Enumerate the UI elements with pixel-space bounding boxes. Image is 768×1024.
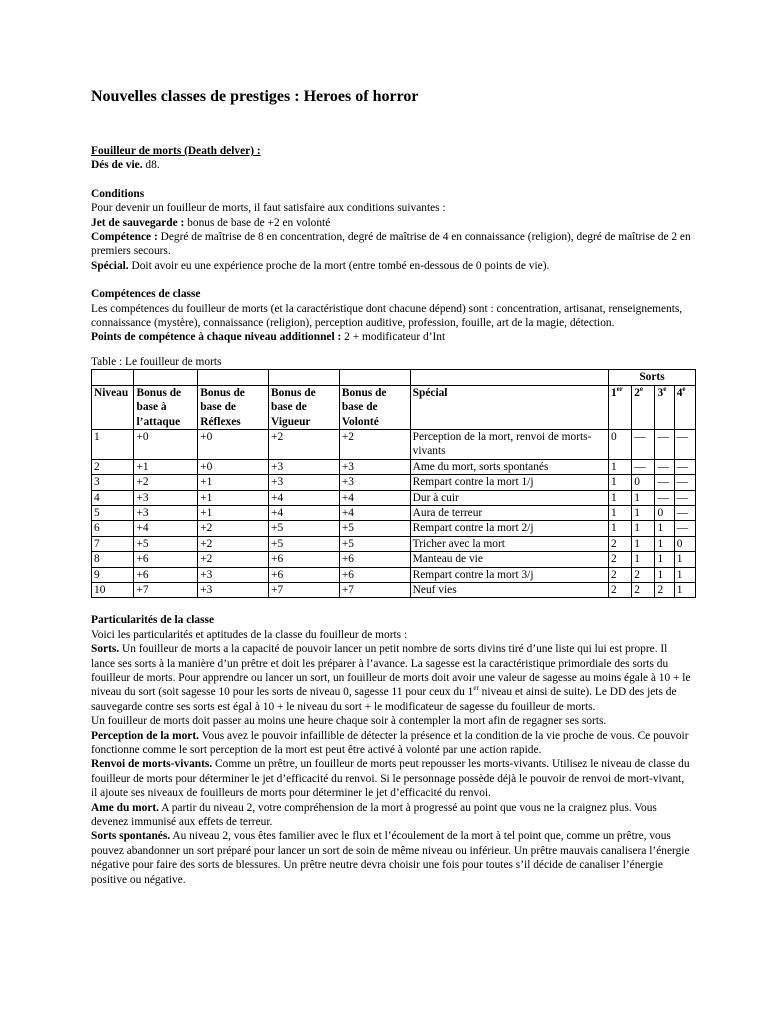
table-cell: +5 [339,536,410,551]
table-cell: 1 [655,521,674,536]
table-cell: 1 [608,521,631,536]
table-cell: +1 [134,459,198,474]
feature-perception-text: Vous avez le pouvoir infaillible de détecter la présence et la condition de la vie proche de vous. Ce pouvoir fonctionne comme le sort perception de la mort est peut être activé à volonté par une action rapide. [91,729,689,757]
class-skills-heading: Compétences de classe [91,288,201,301]
table-cell: 1 [674,552,695,567]
condition-special-label: Spécial. [91,259,129,272]
table-cell: +4 [269,505,340,520]
feature-spells-text-a: Un fouilleur de morts a la capacité de pouvoir lancer un petit nombre de sorts divins tiré d’une liste qui lui est propre. Il lance ses sorts à la manière d’un prêtre et doit les préparer à l’avance. La sagesse est la caractéristique primordiale des sorts du fouilleur de morts. Pour apprendre ou lancer un sort, un fouilleur de morts doit avoir une valeur de sagesse au moins égale à 10 + le niveau du sort (soit sagesse 10 pour les sorts de niveau 0, sagesse 11 pour ceux du 1 [91,643,691,699]
progression-table [91,369,696,598]
table-cell: — [674,490,695,505]
table-cell: 1 [674,567,695,582]
table-cell: +2 [198,536,269,551]
table-cell: +3 [198,567,269,582]
table-cell: +4 [269,490,340,505]
table-row [92,567,696,582]
table-row [92,582,696,597]
table-cell: Manteau de vie [410,552,608,567]
table-row [92,552,696,567]
table-cell: 4 [92,490,134,505]
table-cell: +3 [198,582,269,597]
feature-turn-undead [91,757,691,800]
table-cell: — [674,475,695,490]
table-row [92,505,696,520]
feature-soul-label: Ame du mort. [91,801,160,814]
table-cell: 1 [608,475,631,490]
table-cell: 1 [632,490,655,505]
table-cell: +2 [198,552,269,567]
table-row [92,490,696,505]
table-caption: Table : Le fouilleur de morts [91,355,222,368]
table-cell: +3 [339,459,410,474]
table-cell: +6 [269,552,340,567]
hit-die-value: d8. [142,159,160,172]
table-row [92,459,696,474]
col-header-spell-2: 2e [632,385,655,429]
table-cell: — [655,459,674,474]
table-cell: +7 [339,582,410,597]
table-cell: 3 [92,475,134,490]
table-cell: 1 [655,552,674,567]
table-cell: 0 [655,505,674,520]
table-cell: — [674,521,695,536]
table-cell: +6 [269,567,340,582]
table-cell: — [655,475,674,490]
condition-special-text: Doit avoir eu une expérience proche de la mort (entre tombé en-dessous de 0 points de vie). [128,259,550,272]
table-cell: 10 [92,582,134,597]
table-row [92,521,696,536]
table-cell: — [655,429,674,459]
conditions-intro: Pour devenir un fouilleur de morts, il faut satisfaire aux conditions suivantes : [91,202,446,215]
skill-points-label: Points de compétence à chaque niveau additionnel : [91,331,342,344]
table-row [92,429,696,459]
table-row [92,536,696,551]
table-cell: +1 [198,475,269,490]
table-cell: 2 [608,552,631,567]
table-cell: +2 [198,521,269,536]
hit-die-label: Dés de vie. [91,159,143,172]
sorts-header: Sorts [608,370,695,385]
table-cell: +5 [134,536,198,551]
condition-skills-text: Degré de maîtrise de 8 en concentration, degré de maîtrise de 4 en connaissance (religion), degré de maîtrise de 2 en premiers secours. [91,231,691,258]
table-cell: 1 [632,552,655,567]
feature-soul [91,801,691,830]
feature-spells-text-b: niveau et ainsi de suite). Le DD des jets de sauvegarde contre ses sorts est égal à 10 + le niveau du sort + le modificateur de sagesse du fouilleur de morts. [91,686,677,713]
table-cell: 9 [92,567,134,582]
feature-perception [91,729,691,758]
table-cell: +3 [269,475,340,490]
table-cell: Ame du mort, sorts spontanés [410,459,608,474]
table-cell: 7 [92,536,134,551]
table-row [92,475,696,490]
table-cell: Rempart contre la mort 1/j [410,475,608,490]
table-cell: Aura de terreur [410,505,608,520]
table-cell: +6 [339,552,410,567]
conditions-heading: Conditions [91,187,145,200]
table-cell: 2 [632,567,655,582]
condition-save-label: Jet de sauvegarde : [91,216,185,229]
col-header-level: Niveau [92,385,134,429]
table-header-row-sorts [92,370,696,385]
table-cell: 2 [608,536,631,551]
table-cell: 2 [608,582,631,597]
table-cell: — [655,490,674,505]
feature-turn-text: Comme un prêtre, un fouilleur de morts peut repousser les morts-vivants. Utilisez le niveau de classe du fouilleur de morts pour déterminer le jet d’efficacité du renvoi. Si le personnage possède déjà le pouvoir de renvoi de mort-vivant, il ajoute ses niveaux de fouilleurs de morts pour déterminer le jet d’efficacité du renvoi. [91,758,690,800]
table-cell: 1 [92,429,134,459]
col-header-fortitude: Bonus de base de Vigueur [269,385,340,429]
col-header-spell-4: 4e [674,385,695,429]
table-cell: 1 [632,536,655,551]
features-heading: Particularités de la classe [91,614,215,627]
col-header-will: Bonus de base de Volonté [339,385,410,429]
table-cell: +6 [134,552,198,567]
table-cell: — [674,429,695,459]
table-cell: +5 [269,521,340,536]
table-cell: 1 [674,582,695,597]
condition-save-text: bonus de base de +2 en volonté [184,216,331,229]
feature-perception-label: Perception de la mort. [91,729,199,742]
table-cell: +1 [198,490,269,505]
feature-spells-sup: er [473,684,479,693]
condition-skills-label: Compétence : [91,231,158,244]
table-cell: 5 [92,505,134,520]
table-cell: — [674,505,695,520]
document-page [91,88,691,887]
skill-points [91,330,691,344]
table-cell: +6 [134,567,198,582]
table-cell: +1 [198,505,269,520]
hit-die-line [91,158,691,172]
table-cell: Tricher avec la mort [410,536,608,551]
table-cell: Neuf vies [410,582,608,597]
table-cell: +2 [269,429,340,459]
table-cell: +3 [269,459,340,474]
table-cell: +2 [339,429,410,459]
table-cell: +2 [134,475,198,490]
table-cell: +3 [134,505,198,520]
table-cell: +4 [339,505,410,520]
table-cell: +5 [269,536,340,551]
feature-spells-label: Sorts. [91,643,120,656]
table-cell: 1 [608,459,631,474]
table-cell: 1 [608,490,631,505]
col-header-special: Spécial [410,385,608,429]
table-cell: 0 [632,475,655,490]
feature-turn-label: Renvoi de morts-vivants. [91,758,213,771]
class-skills-text: Les compétences du fouilleur de morts (et la caractéristique dont chacune dépend) sont : concentration, artisanat, renseignements, connaissance (mystère), connaissance (religion), perception auditive, profession, fouille, art de la magie, détection. [91,302,683,330]
table-cell: +0 [198,459,269,474]
feature-spells-regain: Un fouilleur de morts doit passer au moins une heure chaque soir à contempler la mort afin de regagner ses sorts. [91,715,607,728]
table-cell: +5 [339,521,410,536]
table-cell: Rempart contre la mort 2/j [410,521,608,536]
page-title: Nouvelles classes de prestiges : Heroes of horror [91,88,419,105]
table-header-row [92,385,696,429]
table-cell: +7 [134,582,198,597]
condition-special [91,259,691,273]
table-cell: +7 [269,582,340,597]
col-header-attack: Bonus de base à l’attaque [134,385,198,429]
condition-save [91,216,691,230]
col-header-spell-3: 3e [655,385,674,429]
table-cell: 1 [608,505,631,520]
table-cell: Rempart contre la mort 3/j [410,567,608,582]
class-heading: Fouilleur de morts (Death delver) : [91,145,261,157]
table-cell: — [632,429,655,459]
condition-skills [91,230,691,259]
table-cell: Perception de la mort, renvoi de morts-vivants [410,429,608,459]
table-cell: +3 [339,475,410,490]
features-intro: Voici les particularités et aptitudes de la classe du fouilleur de morts : [91,628,408,641]
feature-spont-label: Sorts spontanés. [91,830,171,843]
feature-spells [91,642,691,714]
feature-spontaneous [91,829,691,887]
table-cell: — [632,459,655,474]
table-cell: — [674,459,695,474]
skill-points-text: 2 + modificateur d’Int [341,331,446,344]
table-cell: 1 [632,505,655,520]
table-cell: 1 [655,567,674,582]
table-cell: 2 [632,582,655,597]
table-cell: 1 [632,521,655,536]
table-cell: 0 [608,429,631,459]
table-cell: +0 [198,429,269,459]
feature-spont-text: Au niveau 2, vous êtes familier avec le flux et l’écoulement de la mort à tel point que, comme un prêtre, vous pouvez abandonner un sort préparé pour lancer un sort de soin de même niveau ou inférieur. Un prêtre mauvais canalisera l’énergie négative pour faire des sorts de blessures. Un prêtre neutre devra choisir une fois pour toutes s’il décide de canaliser l’énergie positive ou négative. [91,830,690,886]
col-header-reflex: Bonus de base de Réflexes [198,385,269,429]
table-cell: Dur à cuir [410,490,608,505]
table-cell: +3 [134,490,198,505]
table-cell: +4 [134,521,198,536]
table-cell: +4 [339,490,410,505]
table-cell: 2 [608,567,631,582]
table-cell: 8 [92,552,134,567]
table-cell: +6 [339,567,410,582]
table-cell: 1 [655,536,674,551]
table-cell: 2 [655,582,674,597]
table-cell: 0 [674,536,695,551]
table-cell: 2 [92,459,134,474]
table-cell: +0 [134,429,198,459]
col-header-spell-1: 1er [608,385,631,429]
table-cell: 6 [92,521,134,536]
feature-soul-text: A partir du niveau 2, votre compréhension de la mort à progressé au point que vous ne la craignez plus. Vous devenez immunisé aux effets de terreur. [91,801,657,829]
